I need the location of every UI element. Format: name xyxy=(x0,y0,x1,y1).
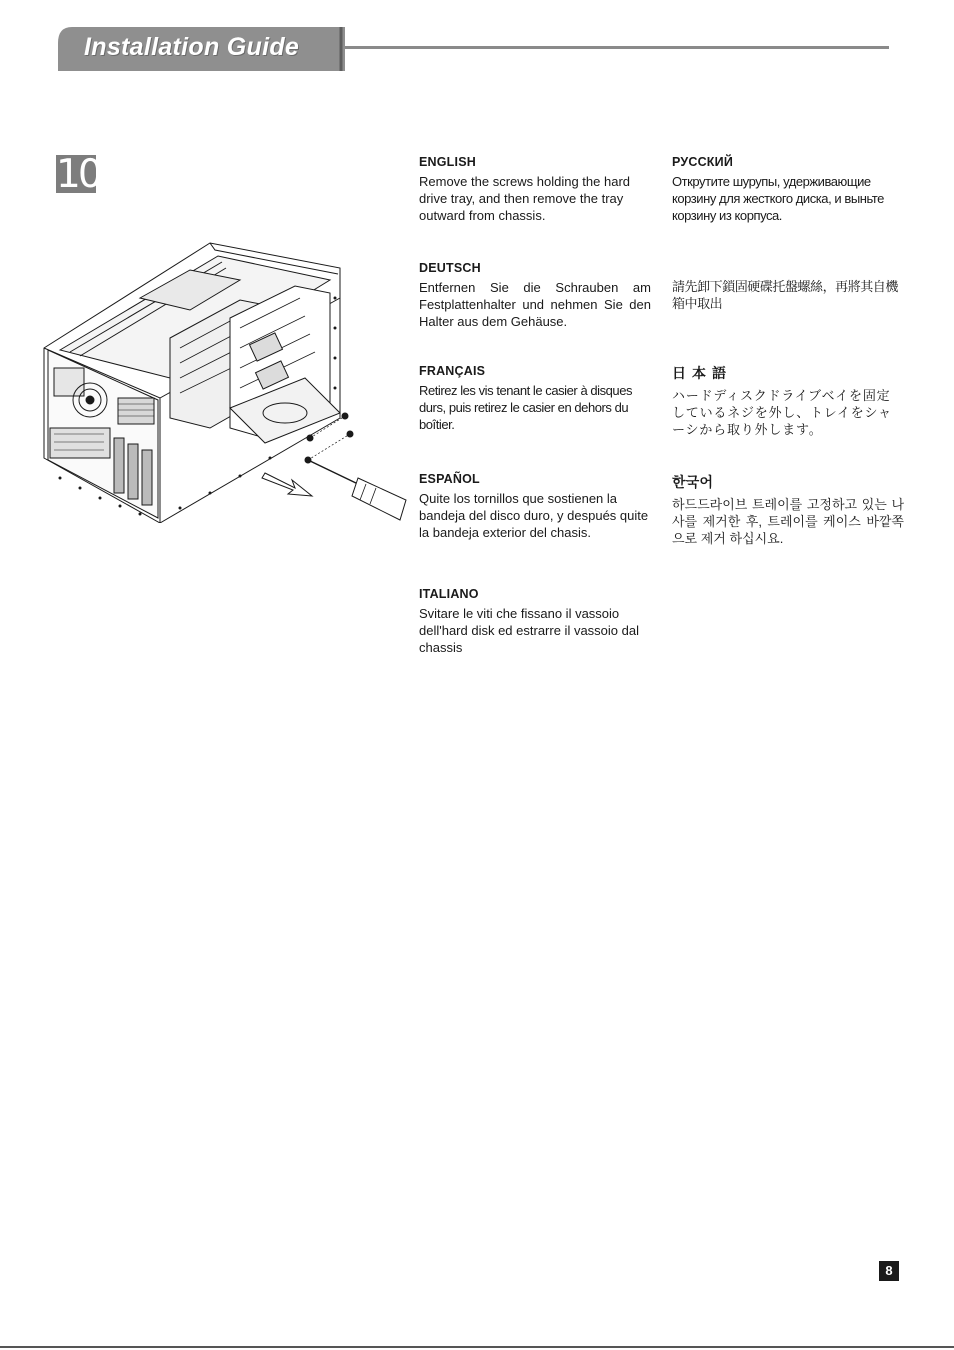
section-title: FRANÇAIS xyxy=(419,364,486,378)
section-text: 하드드라이브 트레이를 고정하고 있는 나사를 제거한 후, 트레이를 케이스 바깥쪽으로 제거 하십시요. xyxy=(672,497,904,546)
section-korean xyxy=(672,472,904,547)
section-title: ENGLISH xyxy=(419,155,476,169)
section-espanol xyxy=(419,472,651,541)
page-number: 8 xyxy=(879,1261,899,1281)
section-text: 請先卸下鎖固硬碟托盤螺絲，再將其自機箱中取出 xyxy=(672,279,898,311)
section-english xyxy=(419,155,651,224)
section-italiano xyxy=(419,587,651,656)
section-russian xyxy=(672,155,904,224)
section-title: DEUTSCH xyxy=(419,261,481,275)
section-text: Remove the screws holding the hard drive tray, and then remove the tray outward from chassis. xyxy=(419,174,631,223)
page-title: Installation Guide xyxy=(84,33,300,61)
section-text: Entfernen Sie die Schrauben am Festplattenhalter und nehmen Sie den Halter aus dem Gehäuse. xyxy=(419,280,651,329)
step-number: 10 xyxy=(56,152,100,197)
section-title: 日本語 xyxy=(672,365,732,381)
step-badge xyxy=(56,152,100,197)
section-text: Открутите шурупы, удерживающие корзину для жесткого диска, и выньте корзину из корпуса. xyxy=(672,174,884,223)
section-title: ITALIANO xyxy=(419,587,479,601)
section-chinese xyxy=(672,278,904,312)
section-title: РУССКИЙ xyxy=(672,155,734,169)
header-rule xyxy=(345,46,889,49)
pc-chassis-drive-tray-illustration xyxy=(40,238,410,523)
section-text: Quite los tornillos que sostienen la bandeja del disco duro, y después quite la bandeja exterior del chasis. xyxy=(419,491,649,540)
header-tab xyxy=(58,27,345,71)
section-japanese xyxy=(672,363,904,438)
bottom-rule xyxy=(0,1346,954,1348)
section-text: Retirez les vis tenant le casier à disques durs, puis retirez le casier en dehors du boîtier. xyxy=(419,383,633,432)
section-francais xyxy=(419,364,651,433)
section-title: ESPAÑOL xyxy=(419,472,480,486)
section-title: 한국어 xyxy=(672,474,714,490)
section-text: Svitare le viti che fissano il vassoio dell'hard disk ed estrarre il vassoio dal chassis xyxy=(419,606,639,655)
section-deutsch xyxy=(419,261,651,330)
section-text: ハードディスクドライブベイを固定しているネジを外し、トレイをシャーシから取り外します。 xyxy=(672,388,892,437)
